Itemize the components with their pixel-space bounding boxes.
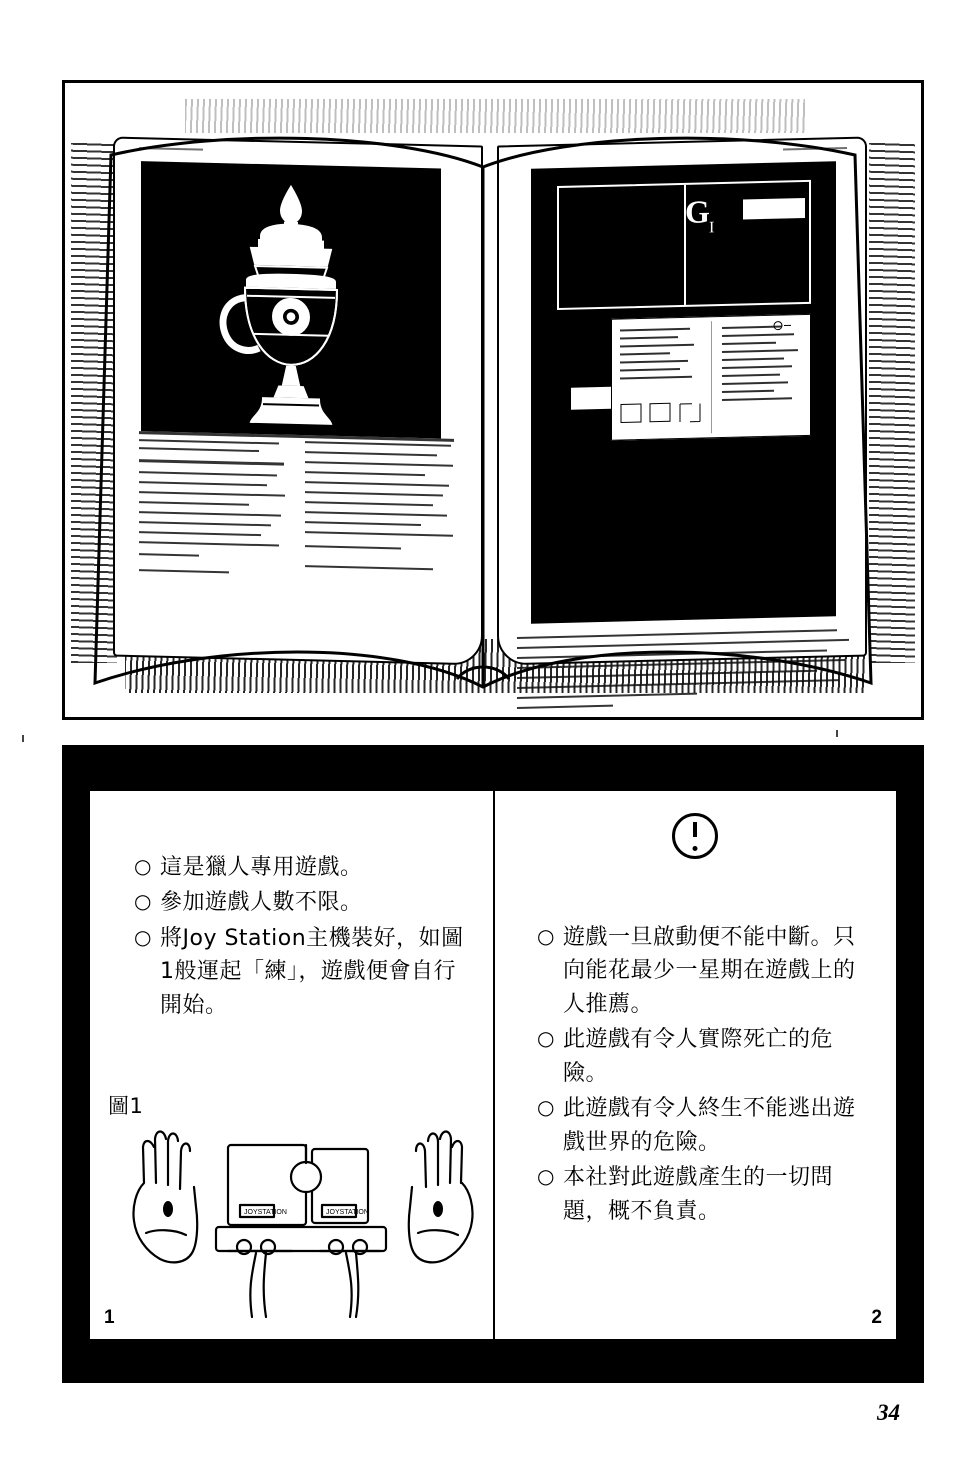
- page-left-caption-block-a: [139, 439, 289, 443]
- page-left-header-mark: [139, 147, 203, 151]
- list-item: ○ 將Joy Station主機裝好，如圖1般運起「練」，遊戲便會自行開始。: [134, 922, 464, 1022]
- svg-text:G: G: [685, 193, 710, 230]
- manual-page-number-right: 2: [871, 1307, 882, 1328]
- hatch-shading-right: [869, 143, 915, 663]
- chalice-icon: [201, 177, 381, 431]
- manual-page-left: [90, 791, 493, 1339]
- list-item: ○ 遊戲一旦啟動便不能中斷。只向能花最少一星期在遊戲上的人推薦。: [537, 921, 877, 1021]
- page-right-header-mark: [783, 147, 847, 151]
- manual-page-right: [493, 791, 896, 1339]
- list-item: ○ 這是獵人專用遊戲。: [134, 851, 464, 884]
- page-left-caption-block-b: [305, 441, 455, 445]
- book-page-left: [113, 136, 483, 665]
- panel-game-manual: [62, 745, 924, 1383]
- registration-tick-right: [836, 730, 838, 737]
- list-item: ○ 此遊戲有令人實際死亡的危險。: [537, 1023, 877, 1090]
- hatch-shading-top: [185, 99, 805, 133]
- panel-book-illustration: [62, 80, 924, 720]
- registration-tick-left: [22, 735, 24, 742]
- hatch-shading-left: [71, 143, 117, 663]
- list-item: ○ 此遊戲有令人終生不能逃出遊戲世界的危險。: [537, 1092, 877, 1159]
- chalice-plate: [141, 161, 441, 438]
- open-book-drawing: [65, 83, 921, 717]
- joy-station-console-diagram: [116, 1121, 476, 1321]
- manual-page-number-left: 1: [104, 1307, 115, 1328]
- mini-figure-icons: [620, 399, 710, 427]
- diagram-plate: [531, 161, 836, 623]
- console-label: JOYSTATION: [244, 1209, 287, 1216]
- page-folio: 34: [877, 1400, 900, 1425]
- book-page-right: [497, 136, 867, 665]
- manual-spread: [90, 791, 896, 1339]
- exclamation-circle-icon: [672, 813, 718, 859]
- list-item: ○ 本社對此遊戲產生的一切問題，概不負責。: [537, 1161, 877, 1228]
- svg-text:I: I: [709, 219, 715, 237]
- console-label: JOYSTATION: [326, 1209, 369, 1216]
- page-right-caption-block: [517, 629, 851, 637]
- white-block-top-right: [743, 198, 805, 220]
- warning-list: [537, 921, 877, 1230]
- list-item: ○ 參加遊戲人數不限。: [134, 886, 464, 919]
- instruction-list: [134, 851, 464, 1024]
- mini-figure-bullet: [772, 319, 792, 331]
- mini-document-figure: [611, 314, 811, 441]
- letter-g-mark: [685, 191, 745, 238]
- figure-label: 圖1: [108, 1094, 144, 1118]
